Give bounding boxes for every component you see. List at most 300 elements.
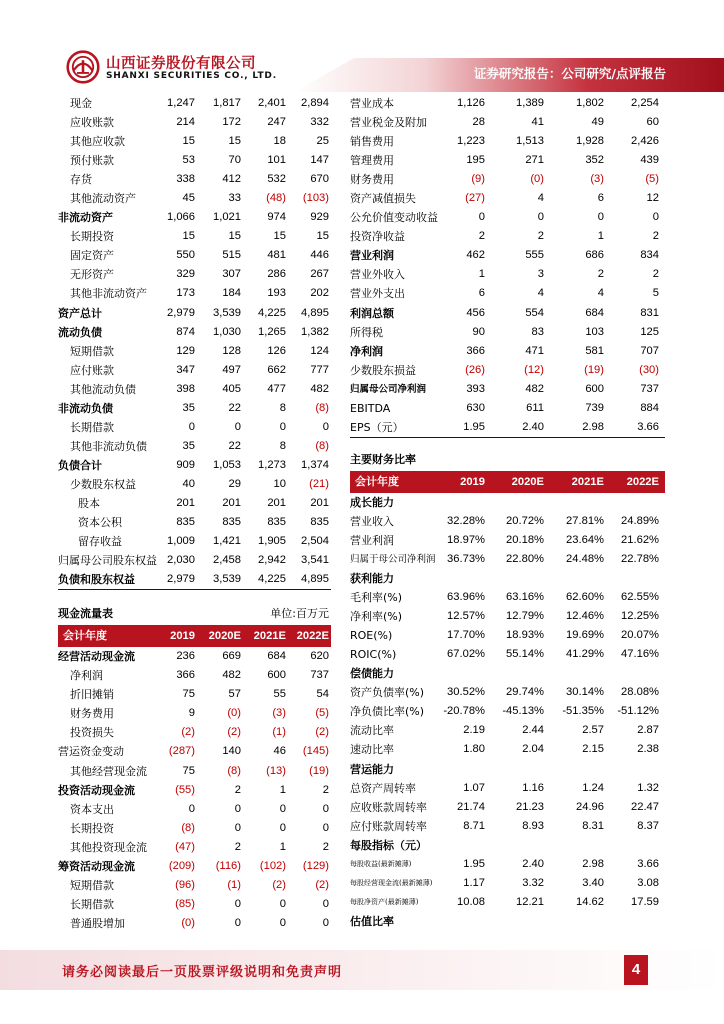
row-value: 10.08 bbox=[457, 895, 485, 908]
row-value: 2,942 bbox=[258, 554, 286, 567]
row-value: 47.16% bbox=[621, 648, 659, 661]
row-label: 其他应收款 bbox=[70, 135, 125, 149]
row-value: 2 bbox=[537, 230, 544, 243]
row-value: 22.80% bbox=[506, 552, 544, 565]
row-value: (145) bbox=[302, 745, 329, 758]
row-value: 0 bbox=[322, 420, 329, 433]
row-value: 6 bbox=[597, 192, 604, 205]
table-row bbox=[58, 208, 331, 227]
row-label: 长期投资 bbox=[70, 230, 114, 244]
row-value: 0 bbox=[234, 802, 241, 815]
table-row bbox=[58, 399, 331, 418]
row-value: (2) bbox=[315, 726, 329, 739]
row-value: 3,541 bbox=[301, 554, 329, 567]
row-value: (0) bbox=[227, 707, 241, 720]
row-label: 营业成本 bbox=[350, 97, 394, 110]
row-value: 1,389 bbox=[516, 97, 544, 109]
table-row bbox=[58, 570, 331, 589]
section-heading bbox=[350, 912, 665, 931]
row-value: 1,066 bbox=[167, 211, 195, 224]
row-value: 17.59 bbox=[631, 895, 659, 908]
row-value: 126 bbox=[267, 344, 286, 357]
company-name-en: SHANXI SECURITIES CO., LTD. bbox=[106, 71, 277, 81]
row-label: ROIC(%) bbox=[350, 648, 397, 662]
row-value: 1.95 bbox=[463, 857, 485, 870]
table-row bbox=[350, 702, 665, 721]
row-label: 管理费用 bbox=[350, 154, 394, 168]
table-row bbox=[58, 170, 331, 189]
row-label: 资本支出 bbox=[70, 802, 114, 816]
row-value: 54 bbox=[316, 688, 329, 701]
table-row bbox=[350, 855, 665, 874]
row-label: 长期投资 bbox=[70, 821, 114, 835]
row-value: 1,021 bbox=[213, 211, 241, 224]
row-value: 193 bbox=[267, 287, 286, 300]
row-value: 24.48% bbox=[566, 552, 604, 565]
row-label: EPS（元） bbox=[350, 420, 404, 434]
row-label: 流动比率 bbox=[350, 724, 394, 738]
row-value: 1,817 bbox=[213, 97, 241, 109]
row-value: 2,426 bbox=[631, 135, 659, 148]
row-value: 8.37 bbox=[637, 819, 659, 832]
row-value: 23.64% bbox=[566, 533, 604, 546]
table-row bbox=[350, 721, 665, 740]
row-value: 267 bbox=[310, 268, 329, 281]
cash-flow-title bbox=[58, 603, 331, 625]
row-value: 60 bbox=[646, 116, 659, 129]
ratios-header-label: 会计年度 bbox=[355, 474, 399, 488]
row-value: 24.89% bbox=[621, 514, 659, 527]
row-label: 股本 bbox=[78, 496, 100, 510]
cash-flow-unit: 单位:百万元 bbox=[270, 607, 329, 621]
year-2020e: 2020E bbox=[511, 475, 544, 488]
row-value: 12.25% bbox=[621, 610, 659, 623]
row-value: 4,225 bbox=[258, 573, 286, 586]
row-value: 2,458 bbox=[213, 554, 241, 567]
table-row bbox=[350, 550, 665, 569]
table-row bbox=[350, 645, 665, 664]
row-value: 21.74 bbox=[457, 800, 485, 813]
table-row bbox=[58, 876, 331, 895]
row-value: (96) bbox=[175, 878, 195, 891]
row-label: 利润总额 bbox=[350, 306, 394, 320]
row-value: 1.32 bbox=[637, 781, 659, 794]
row-label: 公允价值变动收益 bbox=[350, 211, 438, 225]
row-value: (1) bbox=[227, 878, 241, 891]
row-value: 30.14% bbox=[566, 686, 604, 699]
row-label: 速动比率 bbox=[350, 743, 394, 757]
row-value: 3.66 bbox=[637, 420, 659, 433]
row-value: (19) bbox=[584, 363, 604, 376]
row-value: 3.66 bbox=[637, 857, 659, 870]
row-value: 1,273 bbox=[258, 458, 286, 471]
table-row bbox=[350, 189, 665, 208]
row-label: 应收账款 bbox=[70, 116, 114, 130]
row-value: 515 bbox=[222, 249, 241, 262]
row-value: 17.70% bbox=[447, 629, 485, 642]
row-label: 现金 bbox=[70, 97, 92, 110]
row-value: 24.96 bbox=[576, 800, 604, 813]
row-label: 每股指标（元） bbox=[350, 838, 427, 852]
table-row bbox=[58, 304, 331, 323]
row-label: 投资损失 bbox=[70, 726, 114, 740]
table-row bbox=[350, 607, 665, 626]
row-value: -20.78% bbox=[443, 705, 485, 718]
row-label: 资产负债率(%) bbox=[350, 686, 425, 700]
table-row bbox=[58, 323, 331, 342]
table-row bbox=[58, 380, 331, 399]
row-label: 营运能力 bbox=[350, 762, 394, 776]
row-value: 1,928 bbox=[576, 135, 604, 148]
row-label: 每股经营现金流(最新摊薄) bbox=[350, 878, 433, 887]
row-value: 600 bbox=[585, 382, 604, 395]
row-value: 195 bbox=[466, 154, 485, 167]
row-value: 18.93% bbox=[506, 629, 544, 642]
table-row bbox=[350, 246, 665, 265]
table-row bbox=[58, 914, 331, 933]
row-value: 12.46% bbox=[566, 610, 604, 623]
row-label: 毛利率(%) bbox=[350, 591, 403, 605]
row-label: 流动负债 bbox=[58, 325, 102, 339]
row-label: 营业外收入 bbox=[350, 268, 405, 282]
row-value: 20.72% bbox=[506, 514, 544, 527]
row-value: 550 bbox=[176, 249, 195, 262]
row-value: 0 bbox=[537, 211, 544, 224]
row-value: (48) bbox=[266, 192, 286, 205]
row-value: 20.07% bbox=[621, 629, 659, 642]
row-value: 555 bbox=[525, 249, 544, 262]
row-value: 0 bbox=[188, 420, 195, 433]
row-label: 非流动负债 bbox=[58, 401, 113, 415]
table-row bbox=[58, 189, 331, 208]
row-value: 2,979 bbox=[167, 573, 195, 586]
cash-flow-title-text: 现金流量表 bbox=[58, 607, 113, 621]
row-value: 1,513 bbox=[516, 135, 544, 148]
row-label: 归属于母公司净利润 bbox=[350, 553, 436, 565]
row-label: 财务费用 bbox=[70, 707, 114, 721]
row-value: 103 bbox=[585, 325, 604, 338]
row-value: 15 bbox=[273, 230, 286, 243]
table-row bbox=[350, 588, 665, 607]
year-2022e: 2022E bbox=[296, 630, 329, 643]
page-footer bbox=[0, 950, 724, 990]
row-value: 662 bbox=[267, 363, 286, 376]
row-value: 366 bbox=[466, 344, 485, 357]
row-value: 286 bbox=[267, 268, 286, 281]
row-value: 2.04 bbox=[522, 743, 544, 756]
table-row bbox=[350, 893, 665, 912]
page-number: 4 bbox=[624, 955, 648, 985]
row-value: 18.97% bbox=[447, 533, 485, 546]
row-value: 8 bbox=[279, 401, 286, 414]
row-value: 1,374 bbox=[301, 458, 329, 471]
row-value: 129 bbox=[176, 344, 195, 357]
row-value: 5 bbox=[652, 287, 659, 300]
row-value: 874 bbox=[176, 325, 195, 338]
row-value: 22 bbox=[228, 439, 241, 452]
row-value: 20.18% bbox=[506, 533, 544, 546]
table-row bbox=[58, 456, 331, 475]
right-column bbox=[350, 94, 665, 931]
row-value: 67.02% bbox=[447, 648, 485, 661]
row-label: 固定资产 bbox=[70, 249, 114, 263]
row-label: 应付账款 bbox=[70, 363, 114, 377]
row-label: 其他非流动负债 bbox=[70, 439, 147, 453]
row-value: 201 bbox=[310, 496, 329, 509]
row-value: (85) bbox=[175, 897, 195, 910]
row-label: 净利润 bbox=[70, 669, 103, 683]
row-value: 27.81% bbox=[566, 514, 604, 527]
year-2022e: 2022E bbox=[626, 475, 659, 488]
row-value: 0 bbox=[652, 211, 659, 224]
row-value: 3.32 bbox=[522, 876, 544, 889]
row-label: ROE(%) bbox=[350, 629, 393, 643]
table-row bbox=[350, 817, 665, 836]
disclaimer-text: 请务必阅读最后一页股票评级说明和免责声明 bbox=[62, 965, 343, 980]
row-value: 1,223 bbox=[457, 135, 485, 148]
row-value: 1 bbox=[597, 230, 604, 243]
row-label: 其他非流动资产 bbox=[70, 287, 147, 301]
row-value: 737 bbox=[310, 669, 329, 682]
row-label: 总资产周转率 bbox=[350, 781, 416, 795]
row-label: 归属母公司股东权益 bbox=[58, 554, 157, 568]
table-row bbox=[58, 762, 331, 781]
row-value: 831 bbox=[640, 306, 659, 319]
row-value: 974 bbox=[267, 211, 286, 224]
row-value: 0 bbox=[234, 821, 241, 834]
table-row bbox=[350, 798, 665, 817]
row-value: 670 bbox=[310, 173, 329, 186]
row-label: 负债和股东权益 bbox=[58, 573, 135, 587]
row-value: 15 bbox=[228, 230, 241, 243]
row-value: 14.62 bbox=[576, 895, 604, 908]
row-label: 负债合计 bbox=[58, 458, 102, 472]
row-value: (2) bbox=[181, 726, 195, 739]
row-value: 2 bbox=[234, 840, 241, 853]
row-value: 0 bbox=[322, 821, 329, 834]
table-row bbox=[58, 132, 331, 151]
row-value: 532 bbox=[267, 173, 286, 186]
row-value: (102) bbox=[259, 859, 286, 872]
row-value: 581 bbox=[585, 344, 604, 357]
year-2019: 2019 bbox=[170, 630, 195, 643]
table-row bbox=[58, 800, 331, 819]
row-label: 营业收入 bbox=[350, 514, 394, 528]
table-row bbox=[58, 857, 331, 876]
row-value: 2.38 bbox=[637, 743, 659, 756]
row-value: 1 bbox=[478, 268, 485, 281]
row-value: 22.78% bbox=[621, 552, 659, 565]
row-value: 707 bbox=[640, 344, 659, 357]
table-row bbox=[58, 742, 331, 761]
row-value: 1.24 bbox=[582, 781, 604, 794]
row-value: 30.52% bbox=[447, 686, 485, 699]
row-value: 10 bbox=[273, 477, 286, 490]
row-value: 36.73% bbox=[447, 552, 485, 565]
row-value: (47) bbox=[175, 840, 195, 853]
row-value: 271 bbox=[525, 154, 544, 167]
table-row bbox=[58, 819, 331, 838]
row-value: 6 bbox=[478, 287, 485, 300]
table-row bbox=[58, 265, 331, 284]
row-value: 18 bbox=[273, 135, 286, 148]
row-value: 236 bbox=[176, 650, 195, 663]
row-label: 营业税金及附加 bbox=[350, 116, 427, 130]
row-value: 62.55% bbox=[621, 591, 659, 604]
table-row bbox=[350, 323, 665, 342]
row-value: 2,979 bbox=[167, 306, 195, 319]
row-value: (5) bbox=[645, 173, 659, 186]
row-value: 147 bbox=[310, 154, 329, 167]
row-value: 247 bbox=[267, 116, 286, 129]
table-row bbox=[350, 342, 665, 361]
row-value: 201 bbox=[267, 496, 286, 509]
row-value: 4,895 bbox=[301, 306, 329, 319]
row-value: 0 bbox=[234, 897, 241, 910]
ratios-header bbox=[350, 471, 665, 493]
row-label: 营业利润 bbox=[350, 533, 394, 547]
row-label: 留存收益 bbox=[78, 535, 122, 549]
row-value: 1.17 bbox=[463, 876, 485, 889]
row-label: 预付账款 bbox=[70, 154, 114, 168]
table-row bbox=[58, 723, 331, 742]
row-label: 其他投资现金流 bbox=[70, 840, 147, 854]
row-label: EBITDA bbox=[350, 401, 391, 415]
row-value: 2.40 bbox=[522, 420, 544, 433]
row-value: 41.29% bbox=[566, 648, 604, 661]
row-label: 经营活动现金流 bbox=[58, 650, 135, 664]
row-value: 412 bbox=[222, 173, 241, 186]
row-value: 1,247 bbox=[167, 97, 195, 109]
row-value: 8.71 bbox=[463, 819, 485, 832]
row-value: 4,225 bbox=[258, 306, 286, 319]
row-value: -51.12% bbox=[617, 705, 659, 718]
row-value: 75 bbox=[182, 764, 195, 777]
row-value: (8) bbox=[227, 764, 241, 777]
year-2021e: 2021E bbox=[571, 475, 604, 488]
table-row bbox=[350, 132, 665, 151]
row-value: 482 bbox=[525, 382, 544, 395]
row-value: 0 bbox=[279, 420, 286, 433]
income-statement-table bbox=[350, 94, 665, 437]
row-value: 1,905 bbox=[258, 535, 286, 548]
row-value: (8) bbox=[315, 401, 329, 414]
row-label: 营业利润 bbox=[350, 249, 394, 263]
table-row bbox=[58, 342, 331, 361]
row-value: 686 bbox=[585, 249, 604, 262]
table-row bbox=[58, 151, 331, 170]
row-value: 35 bbox=[182, 439, 195, 452]
table-row bbox=[58, 437, 331, 456]
row-value: (55) bbox=[175, 783, 195, 796]
table-row bbox=[350, 151, 665, 170]
row-value: 2,504 bbox=[301, 535, 329, 548]
row-value: 2 bbox=[322, 783, 329, 796]
row-value: 15 bbox=[182, 230, 195, 243]
row-value: 140 bbox=[222, 745, 241, 758]
row-value: (1) bbox=[272, 726, 286, 739]
row-value: 835 bbox=[176, 516, 195, 529]
row-value: 1.07 bbox=[463, 781, 485, 794]
row-value: 481 bbox=[267, 249, 286, 262]
row-value: 15 bbox=[228, 135, 241, 148]
row-label: 普通股增加 bbox=[70, 916, 125, 930]
table-row bbox=[350, 170, 665, 189]
table-row bbox=[58, 284, 331, 303]
row-value: 1.80 bbox=[463, 743, 485, 756]
row-value: 398 bbox=[176, 382, 195, 395]
row-label: 投资活动现金流 bbox=[58, 783, 135, 797]
row-value: 0 bbox=[322, 916, 329, 929]
row-value: 669 bbox=[222, 650, 241, 663]
row-value: (30) bbox=[639, 363, 659, 376]
row-value: (8) bbox=[315, 439, 329, 452]
row-value: 329 bbox=[176, 268, 195, 281]
row-value: (2) bbox=[272, 878, 286, 891]
row-value: 352 bbox=[585, 154, 604, 167]
row-value: 777 bbox=[310, 363, 329, 376]
row-value: 55.14% bbox=[506, 648, 544, 661]
row-value: 57 bbox=[228, 688, 241, 701]
row-value: 2.98 bbox=[582, 420, 604, 433]
table-row bbox=[58, 113, 331, 132]
row-value: (19) bbox=[309, 764, 329, 777]
balance-sheet-table bbox=[58, 94, 331, 589]
row-value: 22 bbox=[228, 401, 241, 414]
row-value: 124 bbox=[310, 344, 329, 357]
row-value: 2,401 bbox=[258, 97, 286, 109]
row-value: 2 bbox=[652, 230, 659, 243]
row-value: 41 bbox=[531, 116, 544, 129]
row-label: 销售费用 bbox=[350, 135, 394, 149]
row-value: -51.35% bbox=[562, 705, 604, 718]
row-value: 0 bbox=[279, 821, 286, 834]
row-value: 1 bbox=[279, 840, 286, 853]
row-value: 214 bbox=[176, 116, 195, 129]
row-value: 0 bbox=[279, 897, 286, 910]
row-value: 2 bbox=[652, 268, 659, 281]
table-row bbox=[350, 94, 665, 113]
row-value: (129) bbox=[302, 859, 329, 872]
row-value: 439 bbox=[640, 154, 659, 167]
row-value: 12.21 bbox=[516, 895, 544, 908]
row-label: 财务费用 bbox=[350, 173, 394, 187]
row-value: 2 bbox=[234, 783, 241, 796]
row-value: 128 bbox=[222, 344, 241, 357]
row-label: 短期借款 bbox=[70, 878, 114, 892]
row-label: 净负债比率(%) bbox=[350, 705, 425, 719]
row-value: (116) bbox=[215, 859, 241, 872]
table-row bbox=[58, 475, 331, 494]
row-value: 0 bbox=[234, 420, 241, 433]
row-label: 投资净收益 bbox=[350, 230, 405, 244]
row-value: 1.95 bbox=[463, 420, 485, 433]
row-value: 15 bbox=[182, 135, 195, 148]
row-value: 482 bbox=[222, 669, 241, 682]
row-value: 201 bbox=[176, 496, 195, 509]
row-value: 70 bbox=[228, 154, 241, 167]
table-row bbox=[350, 626, 665, 645]
row-value: 2.87 bbox=[637, 724, 659, 737]
row-value: (0) bbox=[530, 173, 544, 186]
table-row bbox=[350, 208, 665, 227]
row-value: 1,421 bbox=[213, 535, 241, 548]
table-row bbox=[58, 513, 331, 532]
row-value: 2.19 bbox=[463, 724, 485, 737]
row-value: 8 bbox=[279, 439, 286, 452]
company-name-cn: 山西证券股份有限公司 bbox=[106, 56, 256, 72]
row-value: 25 bbox=[316, 135, 329, 148]
